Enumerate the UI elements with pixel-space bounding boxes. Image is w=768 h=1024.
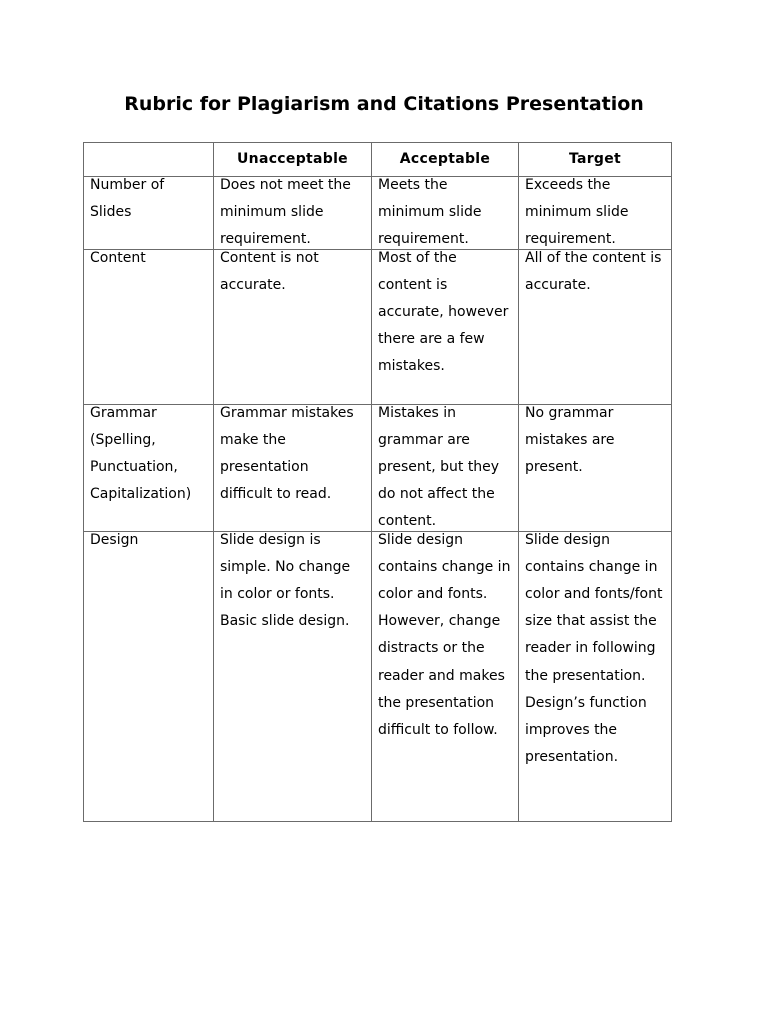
target-text: Exceeds the minimum slide requirement. (525, 177, 629, 248)
target-cell (519, 249, 672, 404)
header-acceptable: Acceptable (372, 143, 519, 177)
acceptable-text: Slide design contains change in color and fonts. However, change distracts or the reader and makes the presentation difficult to follow. (378, 531, 511, 739)
target-cell (519, 177, 672, 250)
unacceptable-text: Slide design is simple. No change in color or fonts. Basic slide design. (220, 531, 351, 630)
table-row (84, 531, 672, 821)
unacceptable-cell (214, 404, 372, 531)
unacceptable-text: Grammar mistakes make the presentation difficult to read. (220, 404, 354, 503)
acceptable-cell (372, 531, 519, 821)
unacceptable-cell (214, 531, 372, 821)
acceptable-text: Meets the minimum slide requirement. (378, 177, 482, 248)
target-text: Slide design contains change in color and fonts/font size that assist the reader in following the presentation. Design’s function improves the presentation. (525, 531, 663, 766)
target-text: No grammar mistakes are present. (525, 404, 615, 476)
unacceptable-cell (214, 249, 372, 404)
page-title: Rubric for Plagiarism and Citations Presentation (124, 93, 644, 115)
criterion-text: Content (90, 249, 146, 266)
acceptable-cell (372, 249, 519, 404)
target-cell (519, 404, 672, 531)
criterion-cell (84, 249, 214, 404)
unacceptable-text: Content is not accurate. (220, 249, 319, 293)
target-cell (519, 531, 672, 821)
unacceptable-text: Does not meet the minimum slide requirement. (220, 177, 351, 248)
unacceptable-cell (214, 177, 372, 250)
acceptable-text: Mistakes in grammar are present, but they do not affect the content. (378, 404, 500, 530)
criterion-cell (84, 531, 214, 821)
rubric-table (83, 142, 672, 822)
criterion-text: Design (90, 531, 139, 548)
acceptable-cell (372, 404, 519, 531)
acceptable-cell (372, 177, 519, 250)
acceptable-text: Most of the content is accurate, however there are a few mistakes. (378, 249, 509, 375)
table-row (84, 249, 672, 404)
criterion-text: Grammar (Spelling, Punctuation, Capitalization) (90, 404, 192, 503)
header-row (84, 143, 672, 177)
header-criterion (84, 143, 214, 177)
target-text: All of the content is accurate. (525, 249, 662, 293)
criterion-cell (84, 177, 214, 250)
criterion-cell (84, 404, 214, 531)
table-row (84, 177, 672, 250)
header-target: Target (519, 143, 672, 177)
table-row (84, 404, 672, 531)
criterion-text: Number of Slides (90, 177, 165, 221)
header-unacceptable: Unacceptable (214, 143, 372, 177)
